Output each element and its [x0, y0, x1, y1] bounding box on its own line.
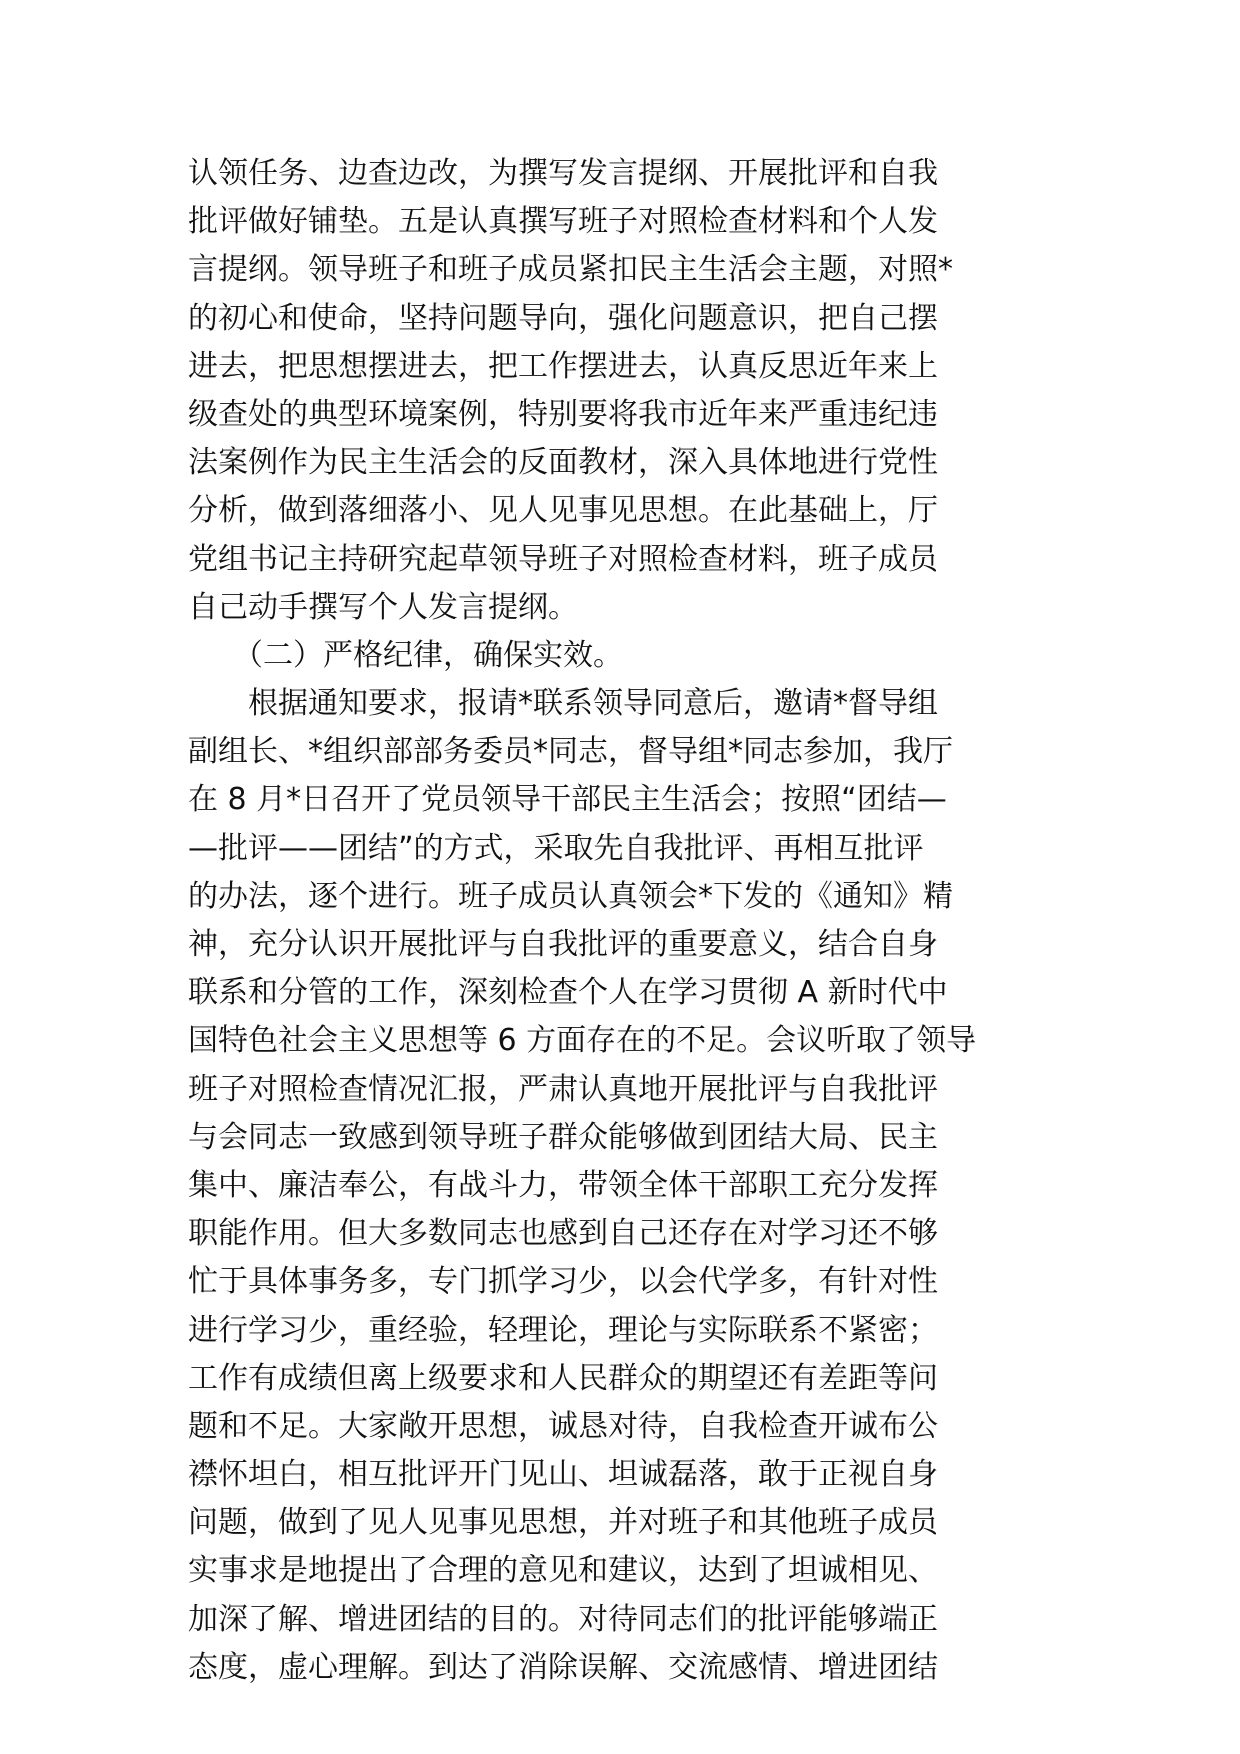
- text-line: 根据通知要求，报请*联系领导同意后，邀请*督导组: [188, 686, 938, 722]
- text-line: 联系和分管的工作，深刻检查个人在学习贯彻 A 新时代中: [188, 975, 948, 1011]
- text-line: 法案例作为民主生活会的反面教材，深入具体地进行党性: [188, 445, 938, 481]
- text-line: 忙于具体事务多，专门抓学习少，以会代学多，有针对性: [188, 1264, 938, 1300]
- text-line: 的初心和使命，坚持问题导向，强化问题意识，把自己摆: [188, 300, 938, 336]
- text-line: 党组书记主持研究起草领导班子对照检查材料，班子成员: [188, 541, 938, 577]
- text-line: 神，充分认识开展批评与自我批评的重要意义，结合自身: [188, 927, 938, 962]
- text-line: 批评做好铺垫。五是认真撰写班子对照检查材料和个人发: [188, 204, 938, 240]
- body-text: [188, 150, 1048, 1692]
- text-line: 的办法，逐个进行。班子成员认真领会*下发的《通知》精: [188, 878, 953, 914]
- text-line: —批评——团结”的方式，采取先自我批评、再相互批评: [188, 830, 924, 866]
- text-line: 国特色社会主义思想等 6 方面存在的不足。会议听取了领导: [188, 1023, 977, 1059]
- text-line: 态度，虚心理解。到达了消除误解、交流感情、增进团结: [188, 1649, 938, 1685]
- text-line: 级查处的典型环境案例，特别要将我市近年来严重违纪违: [188, 396, 938, 432]
- text-line: 分析，做到落细落小、见人见事见思想。在此基础上，厅: [188, 493, 938, 529]
- text-line: 认领任务、边查边改，为撰写发言提纲、开展批评和自我: [188, 156, 938, 191]
- text-line: 工作有成绩但离上级要求和人民群众的期望还有差距等问: [188, 1360, 938, 1396]
- text-line: 题和不足。大家敞开思想，诚恳对待，自我检查开诚布公: [188, 1408, 938, 1444]
- text-line: 言提纲。领导班子和班子成员紧扣民主生活会主题，对照*: [188, 252, 953, 288]
- text-line: 与会同志一致感到领导班子群众能够做到团结大局、民主: [188, 1119, 938, 1155]
- text-line: 襟怀坦白，相互批评开门见山、坦诚磊落，敢于正视自身: [188, 1457, 938, 1493]
- text-line: 进去，把思想摆进去，把工作摆进去，认真反思近年来上: [188, 348, 938, 384]
- text-line: 班子对照检查情况汇报，严肃认真地开展批评与自我批评: [188, 1071, 938, 1107]
- section-heading: （二）严格纪律，确保实效。: [188, 637, 623, 673]
- text-line: 加深了解、增进团结的目的。对待同志们的批评能够端正: [188, 1601, 938, 1637]
- text-line: 实事求是地提出了合理的意见和建议，达到了坦诚相见、: [188, 1553, 938, 1589]
- text-line: 副组长、*组织部部务委员*同志，督导组*同志参加，我厅: [188, 734, 953, 770]
- text-line: 自己动手撰写个人发言提纲。: [188, 589, 578, 625]
- text-line: 在 8 月*日召开了党员领导干部民主生活会；按照“团结—: [188, 782, 947, 818]
- text-line: 进行学习少，重经验，轻理论，理论与实际联系不紧密；: [188, 1312, 938, 1348]
- text-line: 集中、廉洁奉公，有战斗力，带领全体干部职工充分发挥: [188, 1167, 938, 1203]
- text-line: 问题，做到了见人见事见思想，并对班子和其他班子成员: [188, 1505, 938, 1541]
- text-line: 职能作用。但大多数同志也感到自己还存在对学习还不够: [188, 1216, 938, 1252]
